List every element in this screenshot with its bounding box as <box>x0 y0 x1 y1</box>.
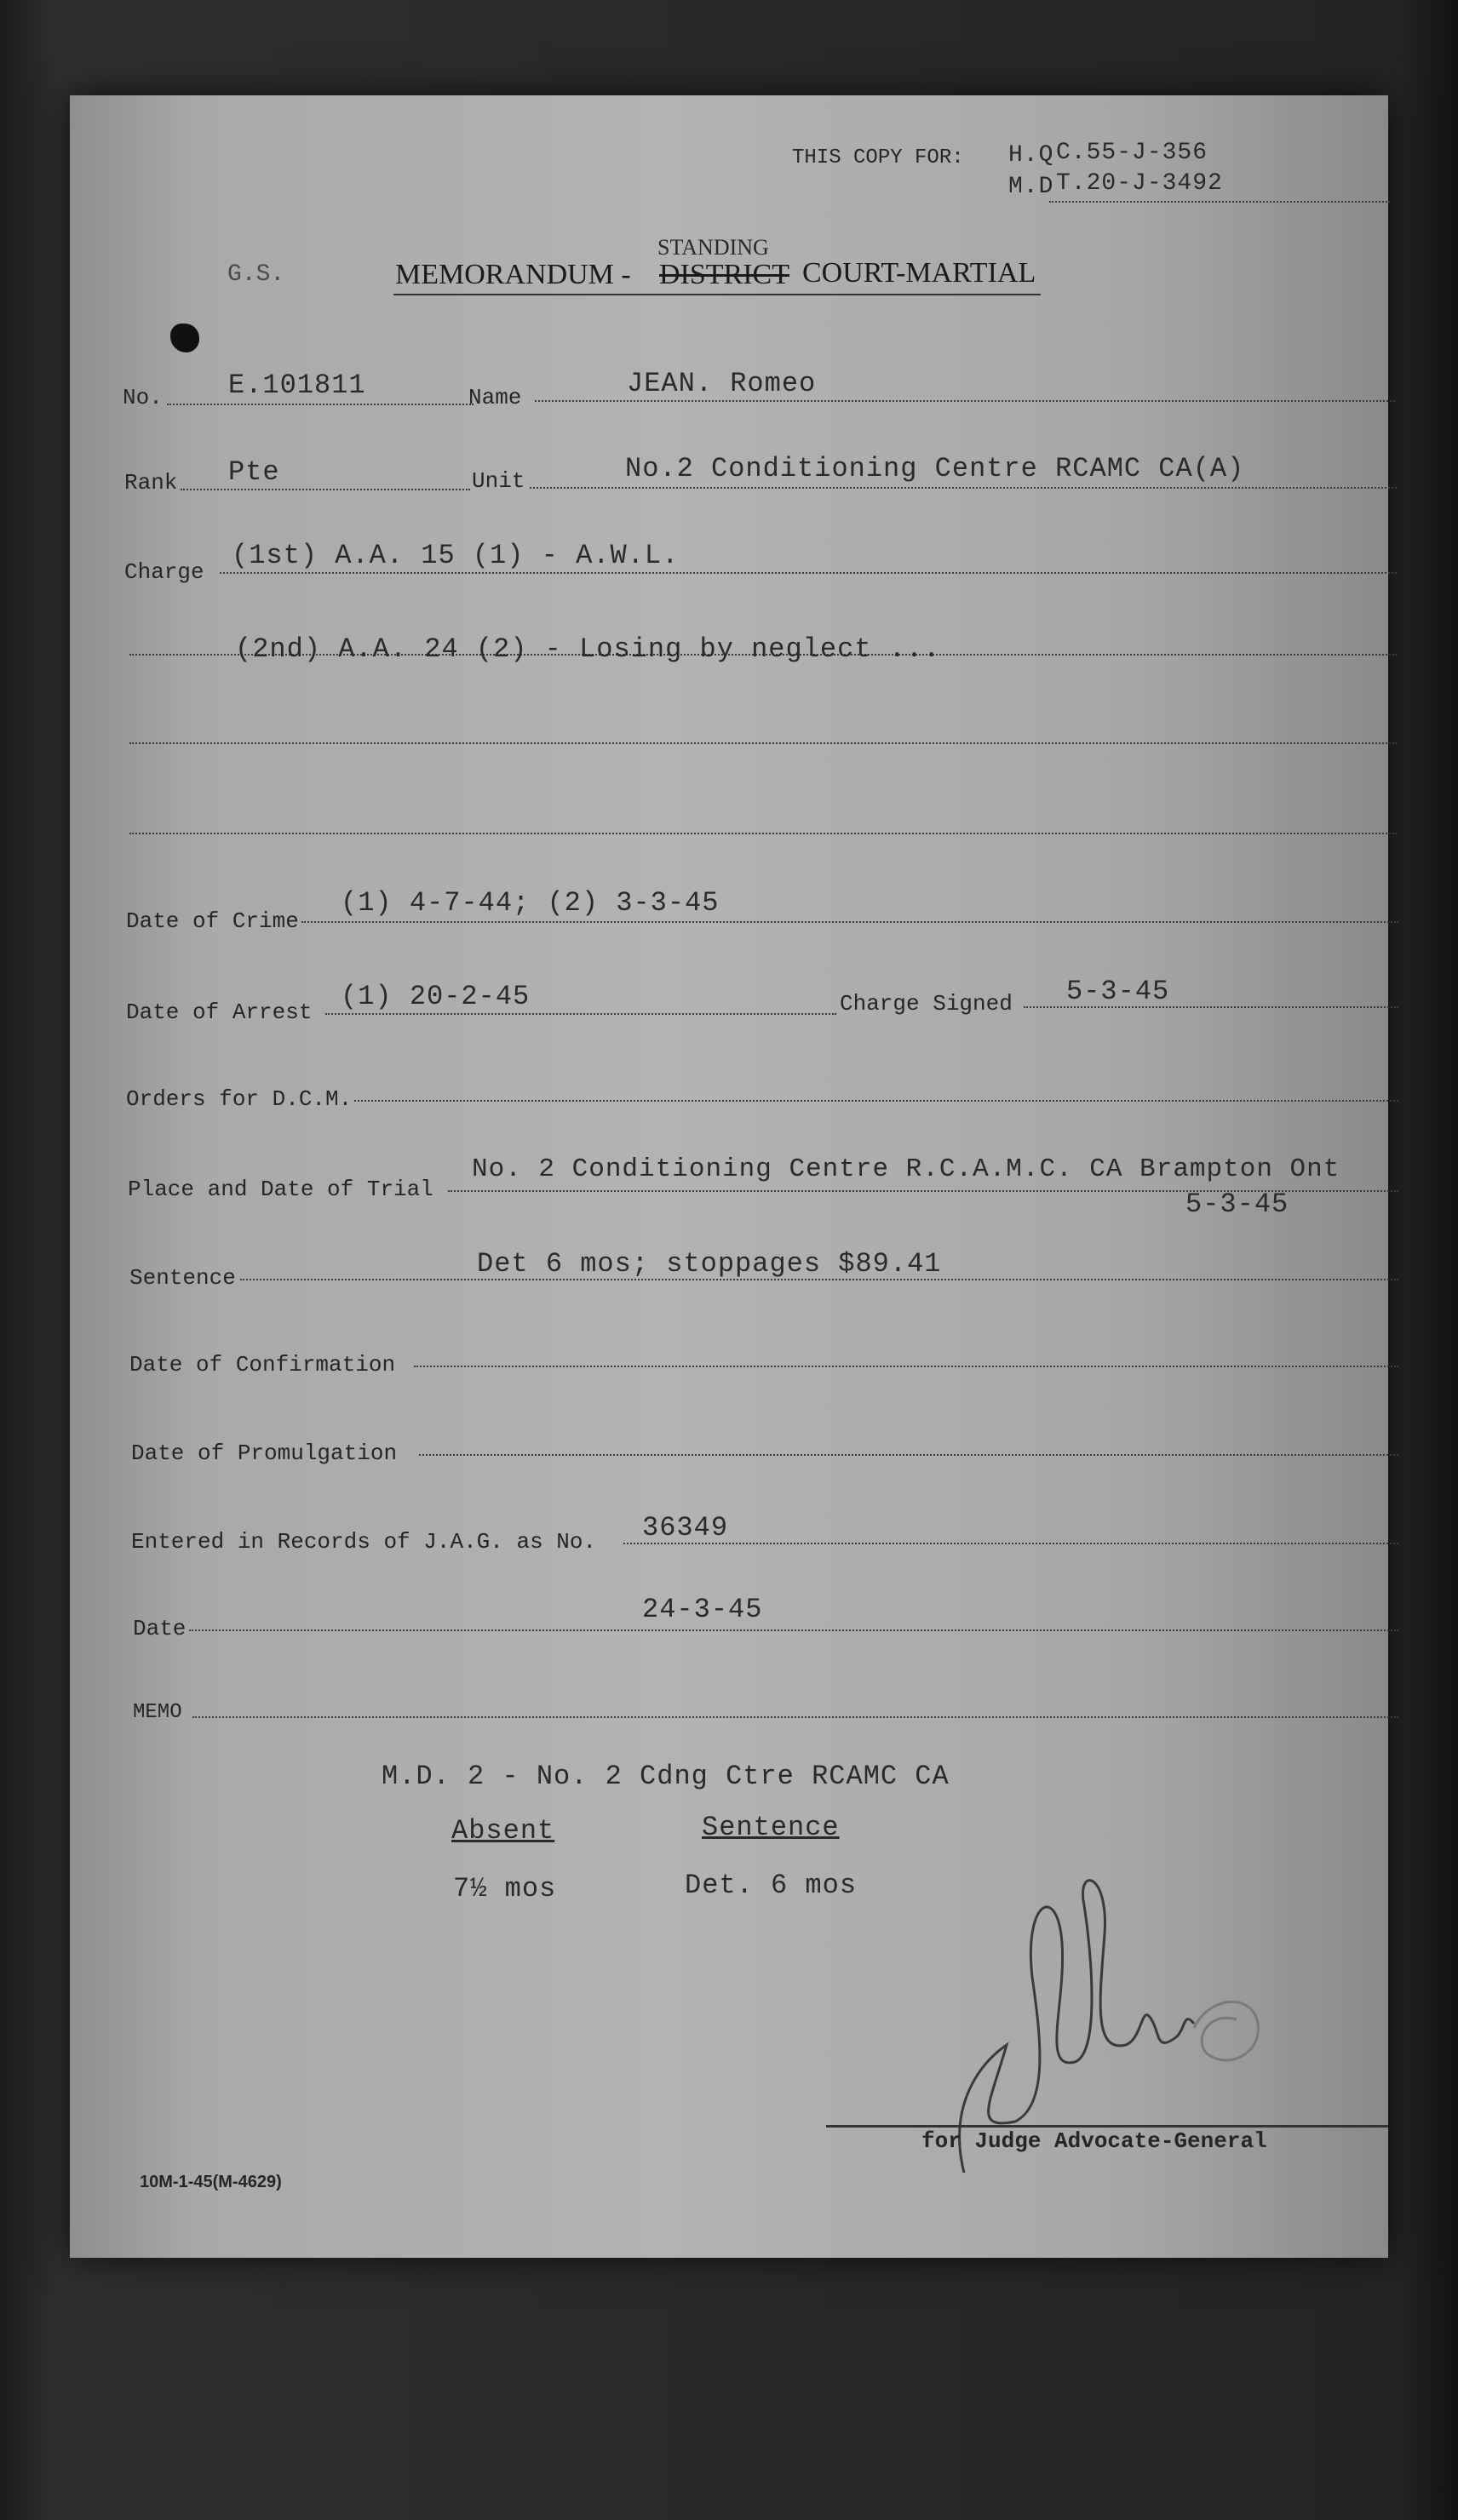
hq-prefix: H.Q <box>1008 142 1054 169</box>
name-line <box>535 400 1395 402</box>
md-number-line <box>1049 201 1390 203</box>
memorandum-page <box>70 95 1388 2258</box>
confirmation-label: Date of Confirmation <box>129 1352 396 1377</box>
date-line <box>189 1629 1398 1631</box>
md-number: T.20-J-3492 <box>1056 170 1223 197</box>
unit-value: No.2 Conditioning Centre RCAMC CA(A) <box>625 453 1245 484</box>
gs-label: G.S. <box>227 261 285 288</box>
trial-value: No. 2 Conditioning Centre R.C.A.M.C. CA Brampton Ont <box>472 1154 1340 1184</box>
jag-label: Entered in Records of J.A.G. as No. <box>131 1529 597 1555</box>
charge-2-value: (2nd) A.A. 24 (2) - Losing by neglect ... <box>235 633 941 665</box>
no-value: E.101811 <box>228 369 366 401</box>
memo-absent-value: 7½ mos <box>453 1873 557 1904</box>
charge-signed-label: Charge Signed <box>840 991 1013 1017</box>
trial-label: Place and Date of Trial <box>128 1177 433 1202</box>
memo-sentence-heading: Sentence <box>702 1812 840 1843</box>
charge-label: Charge <box>124 559 204 585</box>
rank-label: Rank <box>124 470 178 495</box>
district-label: DISTRICT <box>659 259 789 290</box>
charge-1-value: (1st) A.A. 15 (1) - A.W.L. <box>232 540 680 571</box>
charge-line-1 <box>220 572 1397 574</box>
arrest-line <box>325 1013 836 1015</box>
trial-date: 5-3-45 <box>1185 1188 1289 1220</box>
standing-label: STANDING <box>657 235 769 260</box>
memo-absent-heading: Absent <box>451 1815 555 1847</box>
memorandum-title: MEMORANDUM - <box>395 259 631 290</box>
rank-value: Pte <box>228 456 280 488</box>
confirmation-line <box>414 1366 1398 1367</box>
name-value: JEAN. Romeo <box>627 368 817 399</box>
crime-line <box>301 921 1398 923</box>
jag-line <box>623 1543 1398 1544</box>
sentence-value: Det 6 mos; stoppages $89.41 <box>477 1248 942 1280</box>
charge-line-4 <box>129 833 1397 834</box>
memo-line <box>192 1716 1398 1718</box>
unit-label: Unit <box>472 468 525 494</box>
orders-label: Orders for D.C.M. <box>126 1086 353 1112</box>
signature-for-label: for Judge Advocate-General <box>921 2128 1267 2154</box>
arrest-label: Date of Arrest <box>126 999 313 1025</box>
no-line <box>167 404 474 405</box>
title-underline <box>393 294 1041 295</box>
unit-line <box>530 487 1397 489</box>
memo-sentence-value: Det. 6 mos <box>685 1870 858 1901</box>
memo-line-text: M.D. 2 - No. 2 Cdng Ctre RCAMC CA <box>382 1761 950 1792</box>
date-label: Date <box>133 1616 187 1641</box>
court-martial-title: COURT-MARTIAL <box>802 257 1036 289</box>
sentence-label: Sentence <box>129 1265 236 1291</box>
crime-label: Date of Crime <box>126 908 299 934</box>
memo-label: MEMO <box>133 1701 182 1724</box>
arrest-value: (1) 20-2-45 <box>341 981 531 1012</box>
date-value: 24-3-45 <box>642 1594 763 1625</box>
charge-signed-value: 5-3-45 <box>1066 976 1170 1007</box>
orders-line <box>354 1100 1398 1102</box>
rank-line <box>181 489 470 490</box>
signature-line <box>826 2125 1388 2128</box>
hq-number: C.55-J-356 <box>1056 140 1208 166</box>
jag-value: 36349 <box>642 1512 729 1544</box>
name-label: Name <box>468 385 522 410</box>
form-code: 10M-1-45(M-4629) <box>140 2173 282 2191</box>
promulgation-line <box>419 1454 1398 1456</box>
md-prefix: M.D <box>1008 174 1054 200</box>
charge-line-3 <box>129 742 1397 744</box>
crime-value: (1) 4-7-44; (2) 3-3-45 <box>341 887 720 919</box>
copy-for-label: THIS COPY FOR: <box>792 146 964 169</box>
no-label: No. <box>123 385 163 410</box>
promulgation-label: Date of Promulgation <box>131 1440 398 1466</box>
punch-mark <box>170 324 199 352</box>
